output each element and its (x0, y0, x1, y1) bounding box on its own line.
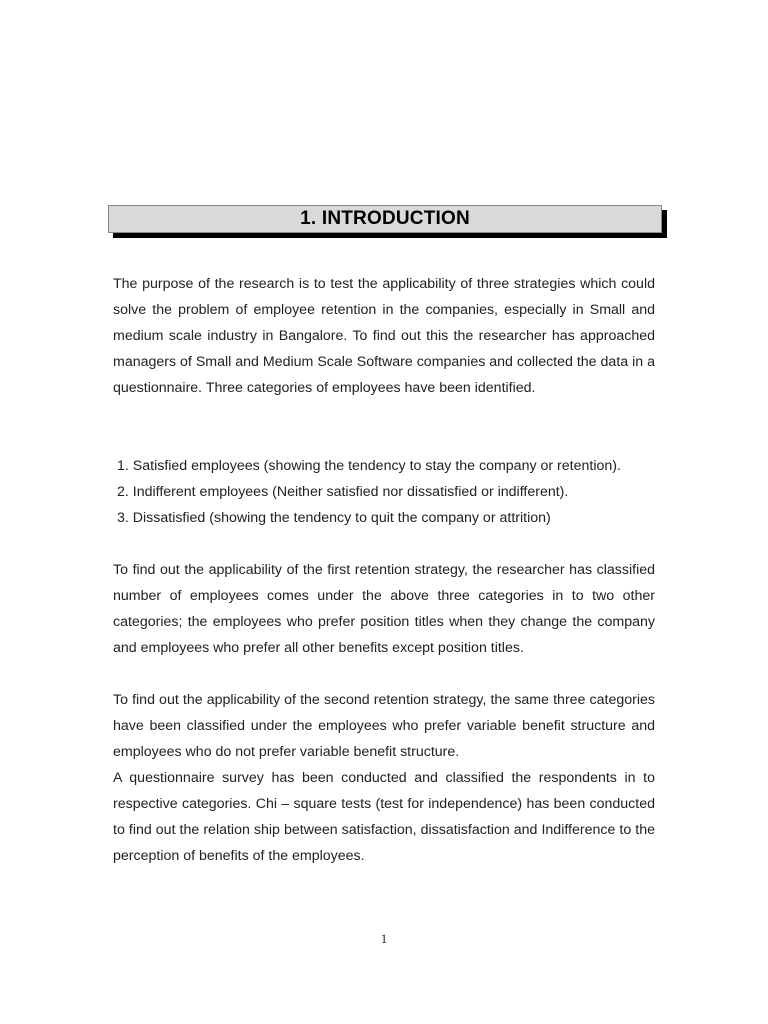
page-number: 1 (380, 931, 388, 946)
paragraph-second-strategy: To find out the applicability of the second retention strategy, the same three categories have been classified under the employees who prefer variable benefit structure and employees who do not prefer variable benefit structure. (113, 692, 655, 760)
list-item: 1. Satisfied employees (showing the tendency to stay the company or retention). (117, 458, 621, 474)
paragraph-group (113, 687, 655, 869)
heading-box (108, 205, 662, 233)
paragraph-survey: A questionnaire survey has been conducted and classified the respondents in to respective categories. Chi – square tests (test for independence) has been conducted to find out the relation ship between satisfaction, dissatisfaction and Indifference to the perception of benefits of the employees. (113, 770, 655, 864)
section-title: 1. INTRODUCTION (300, 208, 470, 229)
paragraph-first-strategy: To find out the applicability of the first retention strategy, the researcher has classified number of employees comes under the above three categories in to two other categories; the employees who prefer position titles when they change the company and employees who prefer all other benefits except position titles. (113, 562, 655, 656)
list-item: 3. Dissatisfied (showing the tendency to quit the company or attrition) (117, 510, 551, 526)
paragraph-purpose: The purpose of the research is to test the applicability of three strategies which could solve the problem of employee retention in the companies, especially in Small and medium scale industry in Bangalore. To find out this the researcher has approached managers of Small and Medium Scale Software companies and collected the data in a questionnaire. Three categories of employees have been identified. (113, 276, 655, 396)
list-item: 2. Indifferent employees (Neither satisfied nor dissatisfied or indifferent). (117, 484, 569, 500)
section-heading (108, 205, 662, 233)
employee-categories-list (117, 453, 677, 531)
